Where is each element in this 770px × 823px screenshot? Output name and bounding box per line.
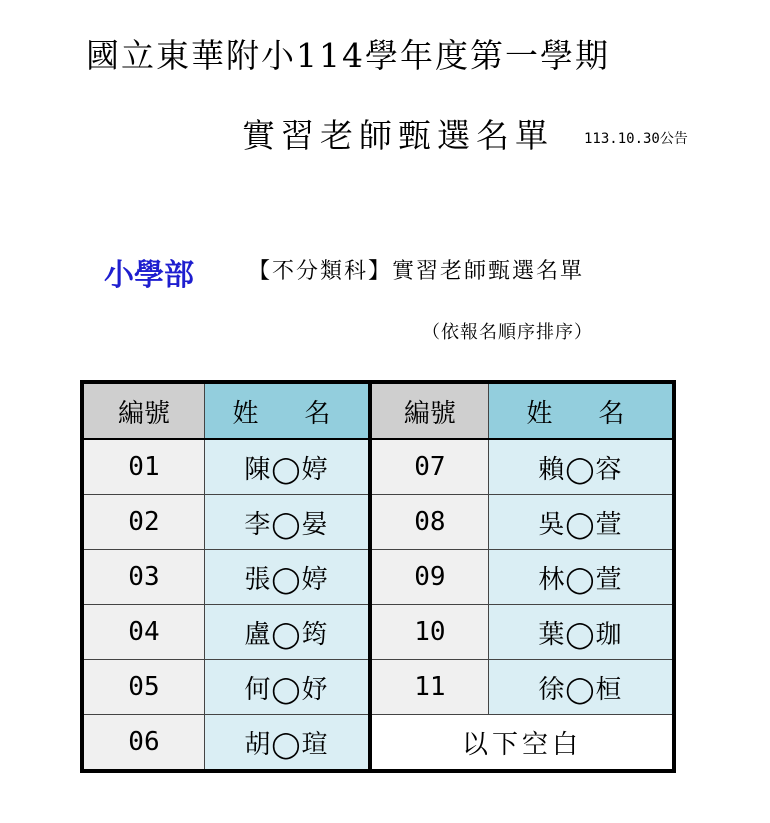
header-name: 姓 名 xyxy=(204,382,370,439)
cell-number: 09 xyxy=(370,550,488,605)
table-row xyxy=(82,550,674,605)
cell-name: 何◯妤 xyxy=(204,660,370,715)
announce-date: 113.10.30公告 xyxy=(584,131,688,147)
division-label: 小學部 xyxy=(104,258,194,293)
page-subtitle: 實習老師甄選名單 xyxy=(242,116,554,155)
blank-below-note: 以下空白 xyxy=(370,715,674,772)
table-header-row xyxy=(82,382,674,439)
cell-number: 11 xyxy=(370,660,488,715)
cell-number: 07 xyxy=(370,439,488,495)
table-row xyxy=(82,715,674,772)
cell-number: 03 xyxy=(82,550,204,605)
cell-name: 林◯萱 xyxy=(488,550,674,605)
cell-name: 葉◯珈 xyxy=(488,605,674,660)
cell-number: 05 xyxy=(82,660,204,715)
order-note: （依報名順序排序） xyxy=(422,322,593,343)
table-row xyxy=(82,495,674,550)
cell-name: 賴◯容 xyxy=(488,439,674,495)
cell-number: 08 xyxy=(370,495,488,550)
table-row xyxy=(82,605,674,660)
cell-number: 10 xyxy=(370,605,488,660)
cell-name: 吳◯萱 xyxy=(488,495,674,550)
cell-number: 02 xyxy=(82,495,204,550)
table-row xyxy=(82,660,674,715)
header-name: 姓 名 xyxy=(488,382,674,439)
cell-name: 徐◯桓 xyxy=(488,660,674,715)
cell-name: 胡◯瑄 xyxy=(204,715,370,772)
cell-number: 01 xyxy=(82,439,204,495)
cell-name: 盧◯筠 xyxy=(204,605,370,660)
list-subtitle: 【不分類科】實習老師甄選名單 xyxy=(248,259,585,284)
cell-name: 陳◯婷 xyxy=(204,439,370,495)
cell-name: 李◯晏 xyxy=(204,495,370,550)
header-number: 編號 xyxy=(370,382,488,439)
page-title: 國立東華附小114學年度第一學期 xyxy=(86,36,610,75)
header-number: 編號 xyxy=(82,382,204,439)
table-row xyxy=(82,439,674,495)
cell-number: 04 xyxy=(82,605,204,660)
cell-name: 張◯婷 xyxy=(204,550,370,605)
candidate-table xyxy=(80,380,676,773)
cell-number: 06 xyxy=(82,715,204,772)
